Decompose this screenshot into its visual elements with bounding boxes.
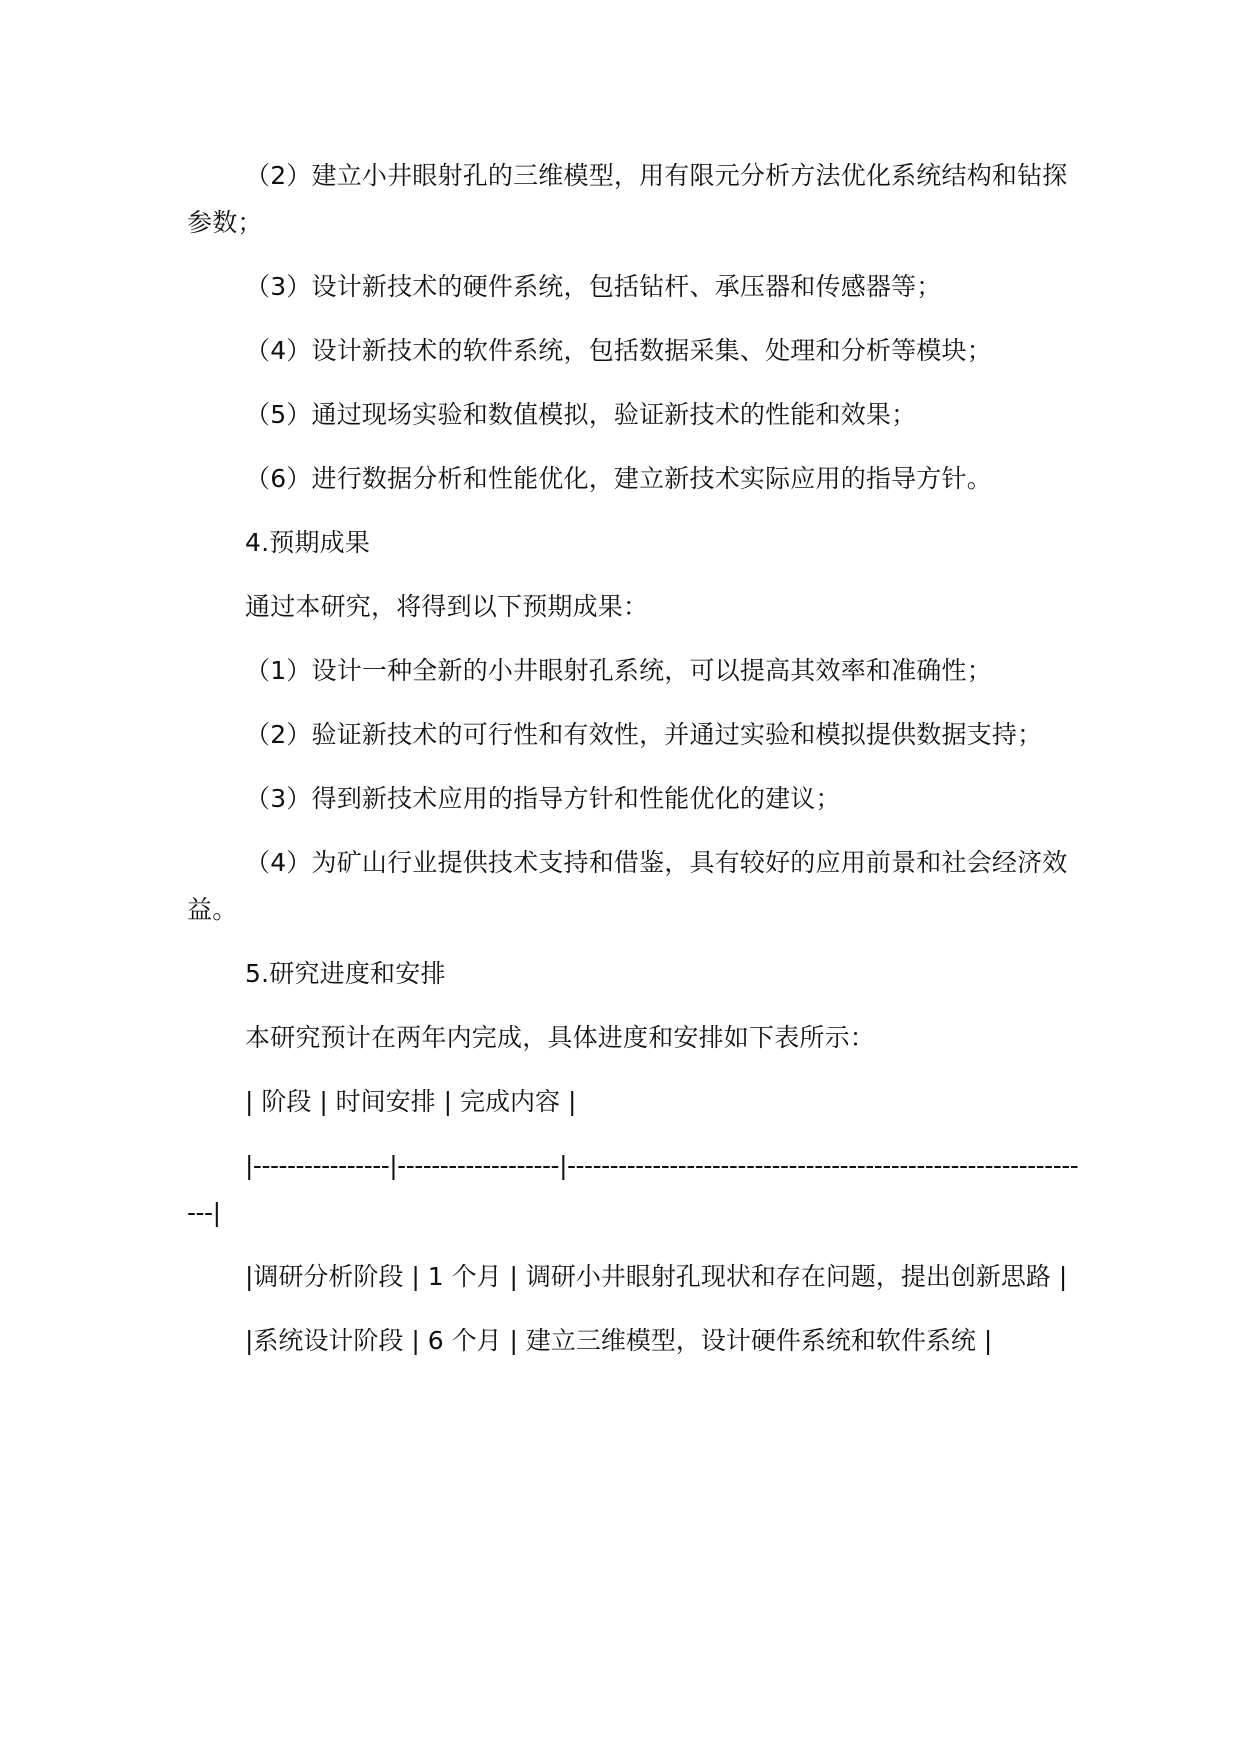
expected-result-4: （4）为矿山行业提供技术支持和借鉴，具有较好的应用前景和社会经济效益。 [187, 848, 1068, 924]
method-item-2: （2）建立小井眼射孔的三维模型，用有限元分析方法优化系统结构和钻探参数； [187, 161, 1068, 237]
schedule-table-header: | 阶段 | 时间安排 | 完成内容 | [245, 1087, 577, 1116]
expected-results-intro: 通过本研究，将得到以下预期成果： [245, 592, 649, 621]
expected-result-2: （2）验证新技术的可行性和有效性，并通过实验和模拟提供数据支持； [245, 720, 1043, 749]
schedule-intro: 本研究预计在两年内完成，具体进度和安排如下表所示： [245, 1023, 876, 1052]
method-item-5: （5）通过现场实验和数值模拟，验证新技术的性能和效果； [245, 400, 917, 429]
expected-result-3: （3）得到新技术应用的指导方针和性能优化的建议； [245, 784, 841, 813]
expected-result-1: （1）设计一种全新的小井眼射孔系统，可以提高其效率和准确性； [245, 656, 992, 685]
document-body [187, 152, 1080, 1381]
method-item-4: （4）设计新技术的软件系统，包括数据采集、处理和分析等模块； [245, 336, 992, 365]
method-item-3: （3）设计新技术的硬件系统，包括钻杆、承压器和传感器等； [245, 272, 942, 301]
section-heading-schedule: 5.研究进度和安排 [245, 959, 446, 988]
schedule-table-row: |调研分析阶段 | 1 个月 | 调研小井眼射孔现状和存在问题，提出创新思路 | [245, 1262, 1068, 1291]
schedule-table-rule: |----------------|-------------------|---------------------------------------------------------------| [187, 1151, 1079, 1227]
schedule-table-row: |系统设计阶段 | 6 个月 | 建立三维模型，设计硬件系统和软件系统 | [245, 1326, 993, 1355]
method-item-6: （6）进行数据分析和性能优化，建立新技术实际应用的指导方针。 [245, 464, 992, 493]
section-heading-expected-results: 4.预期成果 [245, 528, 371, 557]
